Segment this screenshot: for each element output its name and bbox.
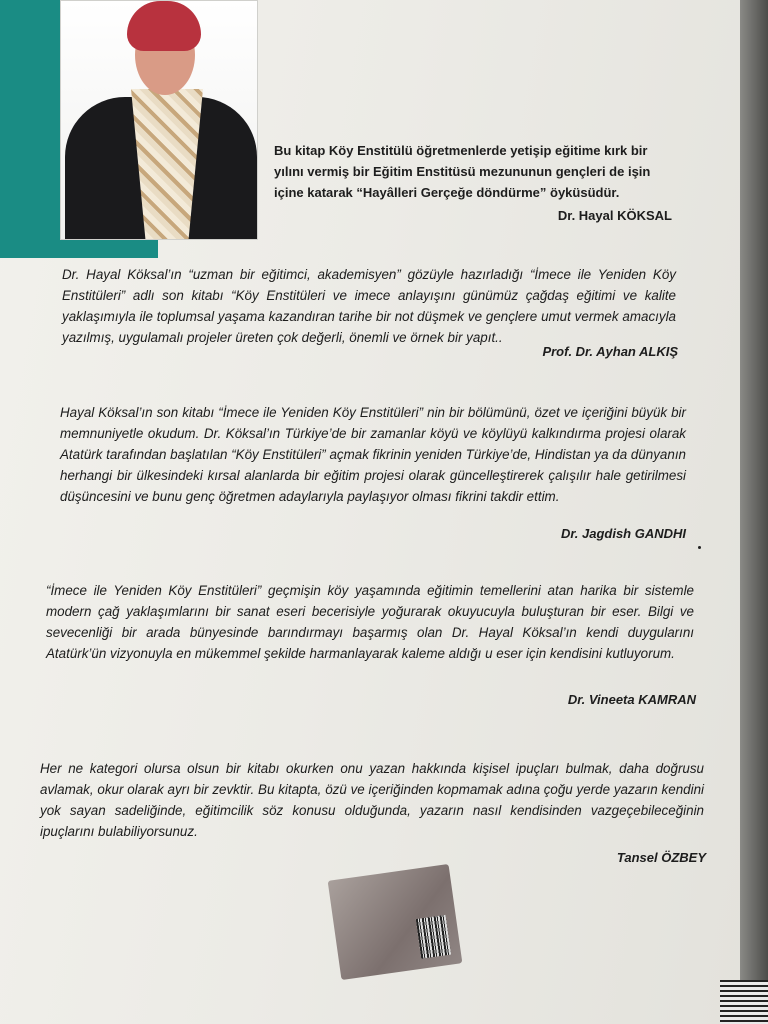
barcode-icon xyxy=(416,915,451,959)
review-text-1: Dr. Hayal Köksal’ın “uzman bir eğitimci, akademisyen” gözüyle hazırladığı “İmece ile Yeniden Köy Enstitüleri” adlı son kitabı “Köy Enstitüleri ve imece anlayışını günümüz çağdaş eğitimi ve kalite yaklaşımıyla ile toplumsal yaşama kazandıran tarihe bir not düşmek ve gençlere umut vermek amacıyla yazılmış, uygulamalı projeler üreten çok değerli, önemli ve örnek bir yapıt.. xyxy=(62,267,676,345)
review-signature-3: Dr. Vineeta KAMRAN xyxy=(567,692,696,707)
review-text-3: “İmece ile Yeniden Köy Enstitüleri” geçmişin köy yaşamında eğitimin temellerini atan harika bir sistemle modern çağ yaklaşımlarını bir sanat eseri becerisiyle yoğurarak okuyucuyla buluşturan bir eser. Bilgi ve sevecenliği bir arada bünyesinde barındırmayı başarmış olan Dr. Hayal Köksal’ın kendi duygularını Atatürk’ün vizyonuyla en mükemmel şekilde harmanlayarak kaleme aldığı u eser için kendisini kutluyorum. xyxy=(46,583,694,661)
book-edge xyxy=(740,0,768,1024)
price-sticker xyxy=(328,864,463,980)
author-signature: Dr. Hayal KÖKSAL xyxy=(557,208,672,223)
review-signature-4: Tansel ÖZBEY xyxy=(616,850,706,865)
review-text-2: Hayal Köksal’ın son kitabı “İmece ile Yeniden Köy Enstitüleri” nin bir bölümünü, özet ve içeriğini büyük bir memnuniyetle okudum. Dr. Köksal’ın Türkiye’de bir zamanlar köyü ve köylüyü kalkındırma projesi olarak Atatürk tarafından başlatılan “Köy Enstitüleri” açmak fikrinin yeniden Türkiye’de, Hindistan ya da dünyanın herhangi bir ülkesindeki kırsal alanlarda bir eğitim projesi olarak güncelleştirerek çalışılır hale getirilmesi düşüncesini ve bunu genç öğretmen adaylarıyla paylaşıyor olması fikrini takdir ettim. xyxy=(60,405,686,504)
author-blurb: Bu kitap Köy Enstitülü öğretmenlerde yetişip eğitime kırk bir yılını vermiş bir Eğitim Enstitüsü mezununun gençleri de işin içine katarak “Hayâlleri Gerçeğe döndürme” öyküsüdür. xyxy=(274,143,651,200)
isbn-barcode-stripes xyxy=(720,980,768,1024)
review-signature-2: Dr. Jagdish GANDHI xyxy=(561,526,686,541)
review-text-4: Her ne kategori olursa olsun bir kitabı okurken onu yazan hakkında kişisel ipuçları bulmak, daha doğrusu avlamak, okur olarak ayrı bir zevktir. Bu kitapta, özü ve içeriğinden kopmamak adına çoğu yerde yazarın kendini yok sayan sadeliğinde, eğitimcilik söz konusu olduğunda, yazarın nasıl kendisinden vazgeçebileceğinin ipuçlarını bulabiliyorsunuz. xyxy=(40,761,704,839)
review-signature-1: Prof. Dr. Ayhan ALKIŞ xyxy=(542,344,678,359)
ink-dot xyxy=(698,546,701,549)
author-photo xyxy=(60,0,258,240)
